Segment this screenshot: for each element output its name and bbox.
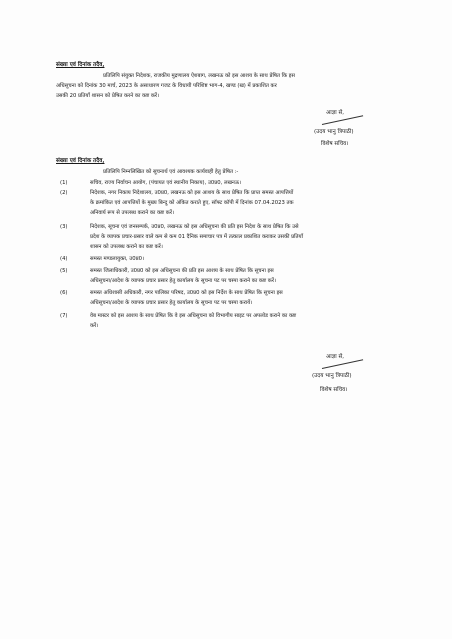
item-5-line-1: समस्त जिलाधिकारी, उ0प्र0 को इस अधिसूचना की प्रति इस आशय के साथ प्रेषित कि सूचना इस [90,268,274,274]
block2-intro: प्रतिलिपि निम्नलिखित को सूचनार्थ एवं आवश्यक कार्यवाही हेतु प्रेषित :- [103,169,239,175]
item-2-number: (2) [60,190,68,196]
block2-designation: विशेष सचिव। [320,387,348,393]
block1-signatory-name: (उदय भानु त्रिपाठी) [314,129,354,135]
item-6-line-2: अधिसूचना/आदेश के व्यापक प्रचार प्रसार हेतु कार्यालय के सूचना पट पर चस्पा करायें। [90,300,253,306]
block2-heading: संख्या एवं दिनांक तदैव, [56,158,105,164]
block2-aagya: आज्ञा से, [326,354,345,360]
item-6-line-1: समस्त अधिशासी अधिकारी, नगर पालिका परिषद, उ0प्र0 को इस निर्देश के साथ प्रेषित कि सूचना इस [90,290,283,296]
item-4-number: (4) [60,256,68,262]
item-5-number: (5) [60,268,68,274]
item-3-line-3: शासन को उपलब्ध कराने का कष्ट करें। [90,244,163,250]
item-5-line-2: अधिसूचना/आदेश के व्यापक प्रचार प्रसार हेतु कार्यालय के सूचना पट पर चस्पा कराने का कष्ट करें। [90,278,277,284]
item-7-line-2: करें। [90,323,99,329]
block1-aagya: आज्ञा से, [326,110,345,116]
block1-para-line-3: उसकी 20 प्रतियाँ शासन को प्रेषित करने का कष्ट करें। [56,93,160,99]
block1-heading: संख्या एवं दिनांक तदैव, [56,62,105,68]
item-1-number: (1) [60,180,68,186]
block1-para-line-2: अधिसूचना को दिनांक 30 मार्च, 2023 के असाधारण गजट के विधायी परिशिष्ट भाग-4, खण्ड (ख) में प्रकाशित कर [56,83,277,89]
item-3-number: (3) [60,224,68,230]
item-2-line-3: अनिवार्य रूप से उपलब्ध कराने का कष्ट करें। [90,210,175,216]
block1-para-line-1: प्रतिलिपि संयुक्त निदेशक, राजकीय मुद्रणालय ऐशबाग, लखनऊ को इस आशय के साथ प्रेषित कि इस [103,73,295,79]
item-7-number: (7) [60,313,68,319]
item-6-number: (6) [60,290,68,296]
item-2-line-2: के क्रमांकित एवं आपत्तियों के मुख्य बिन्दु को अंकित कराते हुए, सॉफ्ट कॉपी में दिनांक 07.04.2023 तक [90,200,294,206]
block1-designation: विशेष सचिव। [321,141,349,147]
item-3-line-1: निदेशक, सूचना एवं जनसम्पर्क, उ0प्र0, लखनऊ को इस अधिसूचना की प्रति इस निदेश के साथ प्रेषित कि उसे [90,224,299,230]
block2-signatory-name: (उदय भानु त्रिपाठी) [312,373,352,379]
item-4-line-1: समस्त मण्डलायुक्त, उ0प्र0। [90,256,144,262]
item-3-line-2: प्रदेश के व्यापक प्रचार-प्रसार वाले कम से कम 01 दैनिक समाचार पत्र में तत्काल प्रकाशित कराकर उसकी प्रतियाँ [90,234,303,240]
item-2-line-1: निदेशक, नगर निकाय निदेशालय, उ0प्र0, लखनऊ को इस आशय के साथ प्रेषित कि प्राप्त समस्त आपत्तियों [90,190,294,196]
item-7-line-1: वेब मास्टर को इस आशय के साथ प्रेषित कि वे इस अधिसूचना को विभागीय साइट पर अपलोड कराने का कष्ट [90,313,297,319]
item-1-line-1: सचिव, राज्य निर्वाचन आयोग, (पंचायत एवं स्थानीय निकाय), उ0प्र0, लखनऊ। [90,180,242,186]
